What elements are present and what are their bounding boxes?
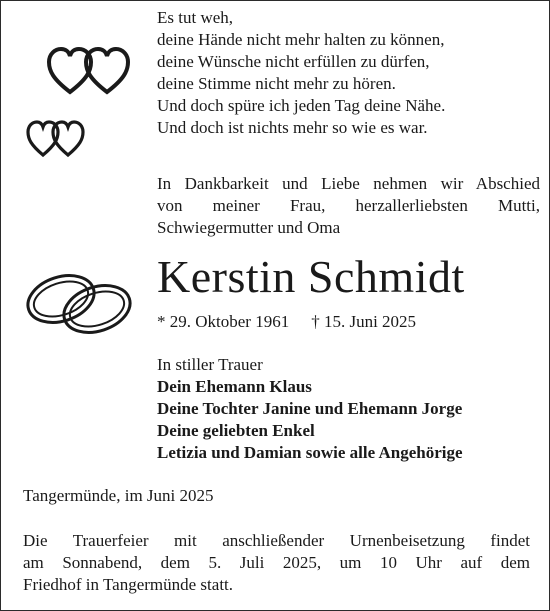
poem-line: Und doch spüre ich jeden Tag deine Nähe. <box>157 96 446 115</box>
mourner-line: Deine geliebten Enkel <box>157 421 315 440</box>
poem-line: Und doch ist nichts mehr so wie es war. <box>157 118 428 137</box>
service-line: am Sonnabend, dem 5. Juli 2025, um 10 Uhr auf dem <box>23 553 530 572</box>
poem <box>157 7 445 139</box>
mourner-line: Letizia und Damian sowie alle Angehörige <box>157 443 463 462</box>
poem-line: deine Hände nicht mehr halten zu können, <box>157 30 445 49</box>
birth-date: * 29. Oktober 1961 <box>157 312 290 331</box>
service-line: Die Trauerfeier mit anschließender Urnenbeisetzung findet <box>23 531 530 550</box>
mourners-list <box>157 354 463 464</box>
intro-line: von meiner Frau, herzallerliebsten Mutti, <box>157 196 540 215</box>
poem-line: deine Wünsche nicht erfüllen zu dürfen, <box>157 52 430 71</box>
wedding-rings-icon <box>21 263 137 341</box>
deceased-name: Kerstin Schmidt <box>157 251 465 302</box>
double-hearts-icon <box>45 45 135 97</box>
mourner-line: Dein Ehemann Klaus <box>157 377 312 396</box>
mourners-heading: In stiller Trauer <box>157 355 263 374</box>
poem-line: deine Stimme nicht mehr zu hören. <box>157 74 396 93</box>
place-date: Tangermünde, im Juni 2025 <box>23 486 214 505</box>
poem-line: Es tut weh, <box>157 8 234 27</box>
service-info <box>23 530 530 596</box>
intro-line: Schwiegermutter und Oma <box>157 218 341 237</box>
service-line: Friedhof in Tangermünde statt. <box>23 575 234 594</box>
intro-line: In Dankbarkeit und Liebe nehmen wir Abschied <box>157 174 540 193</box>
small-double-hearts-icon <box>25 119 87 159</box>
mourner-line: Deine Tochter Janine und Ehemann Jorge <box>157 399 463 418</box>
death-date: † 15. Juni 2025 <box>311 312 417 331</box>
life-dates <box>157 311 416 333</box>
intro-text <box>157 173 540 239</box>
